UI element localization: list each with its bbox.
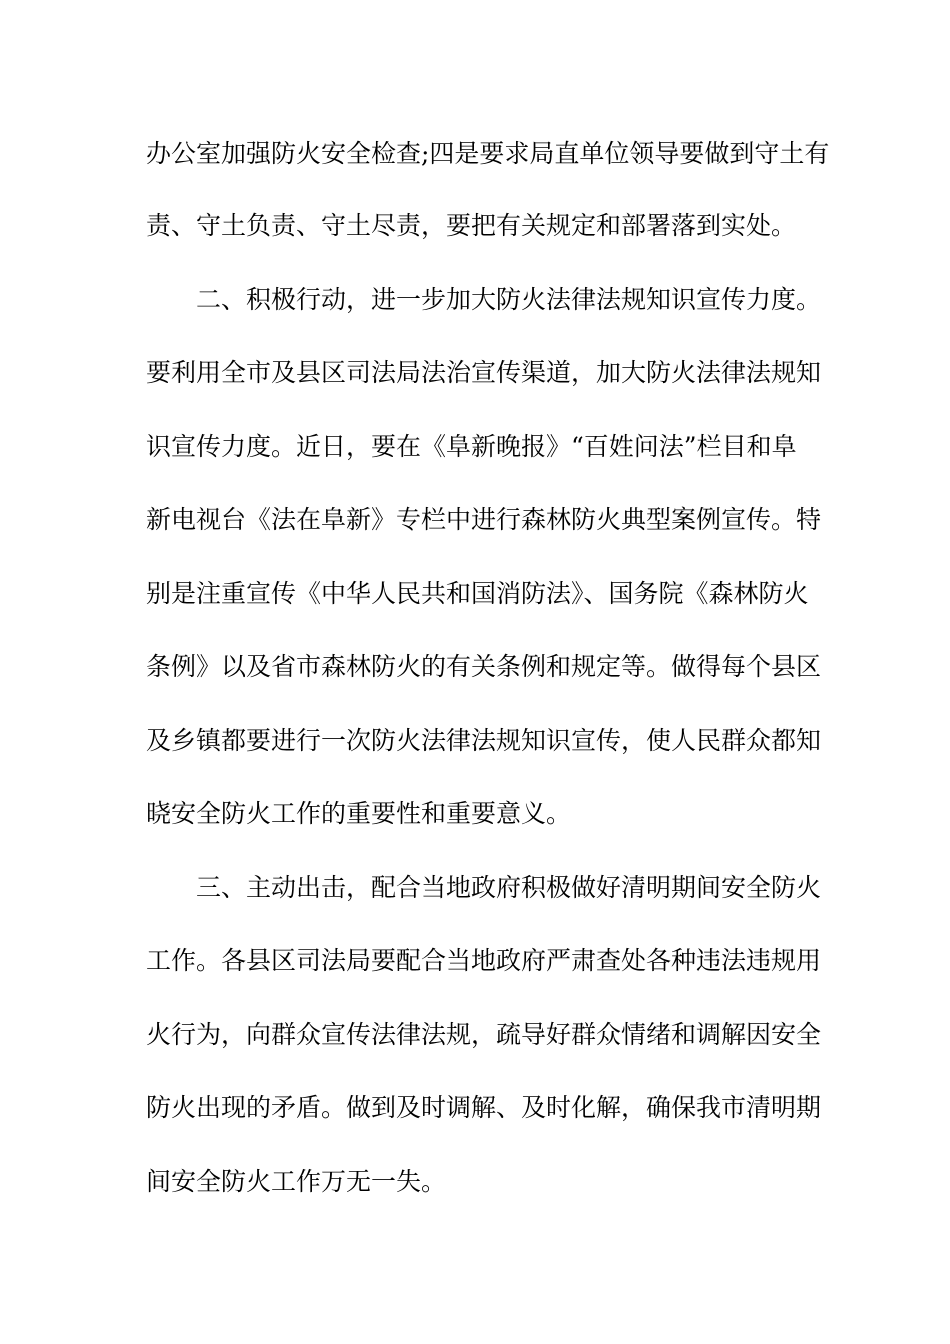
text-line: 办公室加强防火安全检查;四是要求局直单位领导要做到守土有: [146, 139, 830, 168]
text-line: 别是注重宣传《中华人民共和国消防法》、国务院《森林防火: [146, 579, 809, 608]
text-line: 防火出现的矛盾。做到及时调解、及时化解，确保我市清明期: [146, 1093, 822, 1122]
text-line: 间安全防火工作万无一失。: [146, 1167, 447, 1196]
text-line: 新电视台《法在阜新》专栏中进行森林防火典型案例宣传。特: [146, 505, 822, 534]
section-heading-line: 二、积极行动，进一步加大防火法律法规知识宣传力度。: [196, 285, 822, 314]
text-line: 条例》以及省市森林防火的有关条例和规定等。做得每个县区: [146, 652, 822, 681]
section-heading-line: 三、主动出击，配合当地政府积极做好清明期间安全防火: [196, 873, 822, 902]
text-line: 识宣传力度。近日，要在《阜新晚报》“百姓问法”栏目和阜: [146, 432, 797, 461]
text-line: 火行为，向群众宣传法律法规，疏导好群众情绪和调解因安全: [146, 1020, 822, 1049]
text-line: 及乡镇都要进行一次防火法律法规知识宣传，使人民群众都知: [146, 726, 822, 755]
text-line: 晓安全防火工作的重要性和重要意义。: [146, 799, 572, 828]
text-line: 责、守土负责、守土尽责，要把有关规定和部署落到实处。: [146, 211, 797, 240]
text-line: 工作。各县区司法局要配合当地政府严肃查处各种违法违规用: [146, 946, 822, 975]
text-line: 要利用全市及县区司法局法治宣传渠道，加大防火法律法规知: [146, 358, 822, 387]
